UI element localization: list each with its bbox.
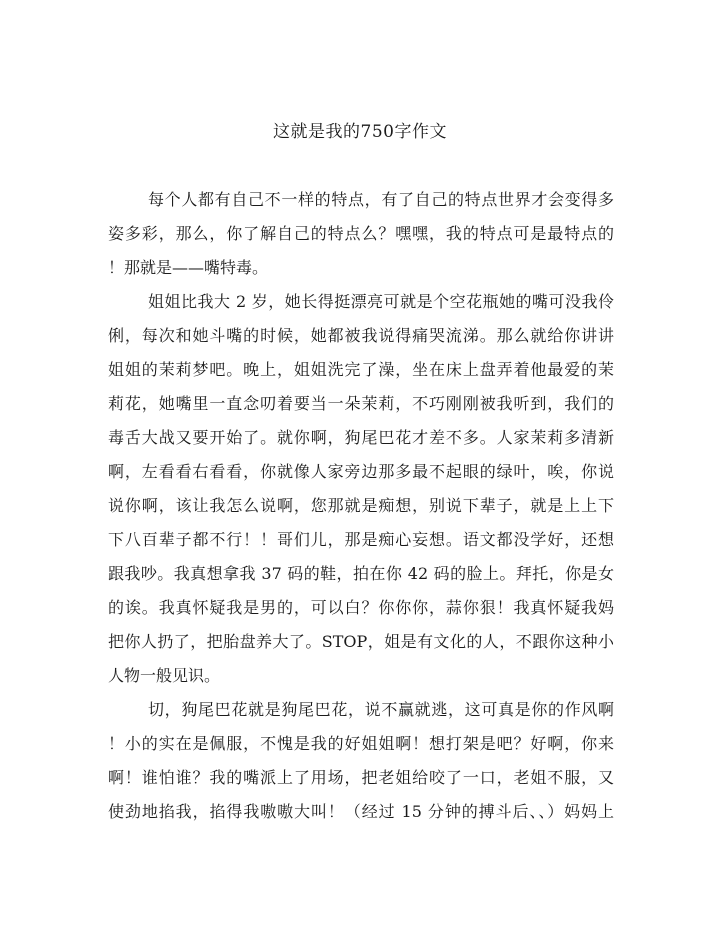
text-line: 人物一般见识。 — [108, 666, 221, 685]
text-line: 每个人都有自己不一样的特点，有了自己的特点世界才会变得多 — [148, 190, 614, 209]
text-line: 啊，左看看右看看，你就像人家旁边那多最不起眼的绿叶，唉，你说 — [108, 462, 614, 481]
text-line: 啊！谁怕谁？我的嘴派上了用场，把老姐给咬了一口，老姐不服，又 — [108, 768, 614, 787]
text-line: 切，狗尾巴花就是狗尾巴花，说不赢就逃，这可真是你的作风啊 — [148, 700, 614, 719]
text-line: 毒舌大战又要开始了。就你啊，狗尾巴花才差不多。人家茉莉多清新 — [108, 428, 614, 447]
text-line: 下八百辈子都不行！！哥们儿，那是痴心妄想。语文都没学好，还想 — [108, 530, 614, 549]
text-line: 姿多彩，那么，你了解自己的特点么？嘿嘿，我的特点可是最特点的 — [108, 224, 614, 243]
text-line: 的诶。我真怀疑我是男的，可以白？你你你，蒜你狠！我真怀疑我妈 — [108, 598, 614, 617]
text-line: 说你啊，该让我怎么说啊，您那就是痴想，别说下辈子，就是上上下 — [108, 496, 614, 515]
text-line: 姐姐比我大 2 岁，她长得挺漂亮可就是个空花瓶她的嘴可没我伶 — [148, 292, 614, 311]
text-line: ！小的实在是佩服，不愧是我的好姐姐啊！想打架是吧？好啊，你来 — [108, 734, 614, 753]
text-line: 跟我吵。我真想拿我 37 码的鞋，拍在你 42 码的脸上。拜托，你是女 — [108, 564, 614, 583]
text-line: ！那就是——嘴特毒。 — [108, 258, 269, 277]
text-line: 姐姐的茉莉梦吧。晚上，姐姐洗完了澡，坐在床上盘弄着他最爱的茉 — [108, 360, 614, 379]
text-line: 俐，每次和她斗嘴的时候，她都被我说得痛哭流涕。那么就给你讲讲 — [108, 326, 614, 345]
text-line: 莉花，她嘴里一直念叨着要当一朵茉莉，不巧刚刚被我听到，我们的 — [108, 394, 614, 413]
document-title: 这就是我的750字作文 — [273, 122, 447, 142]
text-line: 把你人扔了，把胎盘养大了。STOP，姐是有文化的人，不跟你这种小 — [108, 632, 614, 651]
text-line: 使劲地掐我，掐得我嗷嗷大叫！（经过 15 分钟的搏斗后、、）妈妈上 — [108, 802, 614, 821]
